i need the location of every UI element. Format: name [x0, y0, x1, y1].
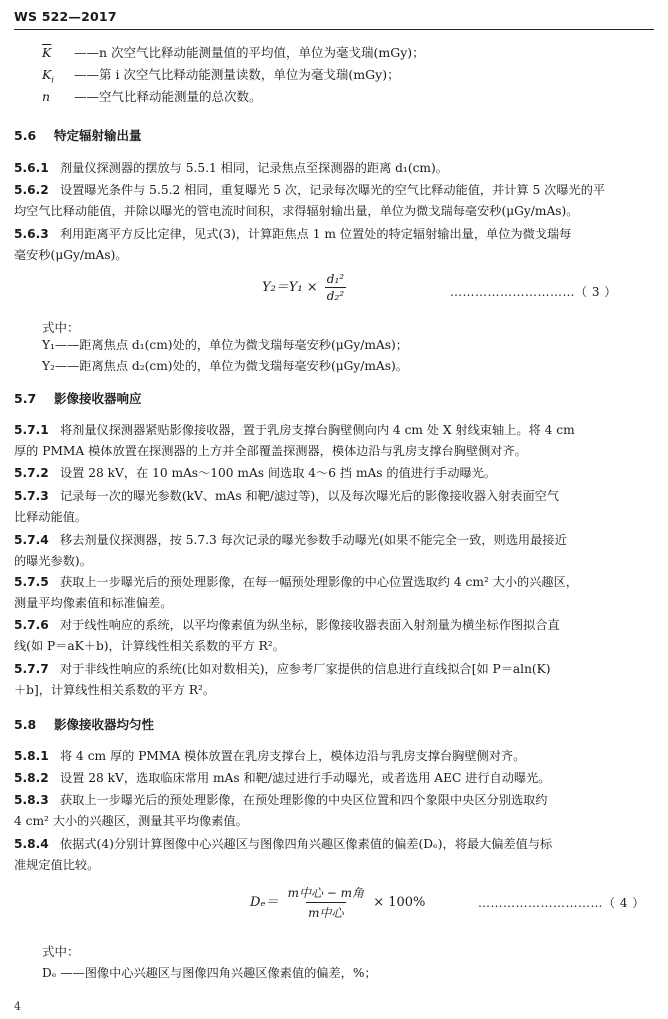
clause-5-6-3: 5.6.3 利用距离平方反比定律，见式(3)，计算距焦点 1 m 位置处的特定辐射输出量，单位为微戈瑞每 毫安秒(μGy/mAs)。: [14, 227, 572, 262]
clause-5-8-3: 5.8.3 获取上一步曝光后的预处理影像，在预处理影像的中央区位置和四个象限中央区分别选取约 4 cm² 大小的兴趣区，测量其平均像素值。: [14, 793, 548, 828]
standard-header: WS 522—2017: [14, 9, 117, 24]
definition-text: ——空气比释动能测量的总次数。: [70, 89, 262, 104]
definition-symbol: $K_i$: [42, 67, 54, 85]
section-heading-5-7: 5.7 影像接收器响应: [14, 391, 142, 406]
clause-5-8-1: 5.8.1 将 4 cm 厚的 PMMA 模体放置在乳房支撑台上，模体边沿与乳房支撑台胸壁侧对齐。: [14, 749, 526, 763]
header-rule: [14, 29, 654, 30]
section-heading-5-6: 5.6 特定辐射输出量: [14, 128, 142, 143]
definition-text: ——第 i 次空气比释动能测量读数，单位为毫戈瑞(mGy)；: [70, 67, 400, 82]
clause-5-8-2: 5.8.2 设置 28 kV，选取临床常用 mAs 和靶/滤过进行手动曝光，或者选用 AEC 进行自动曝光。: [14, 771, 551, 785]
definition-de: Dₑ ——图像中心兴趣区与图像四角兴趣区像素值的偏差，%；: [42, 966, 377, 980]
definition-symbol: n: [42, 89, 51, 104]
clause-5-7-3: 5.7.3 记录每一次的曝光参数(kV、mAs 和靶/滤过等)，以及每次曝光后的影像接收器入射表面空气 比释动能值。: [14, 489, 560, 524]
formula-3-number: …………………………（ 3 ）: [450, 285, 617, 299]
formula-3-fraction: $\frac{\text{d₁²}}{\text{d₂²}}$: [326, 272, 345, 303]
definition-k-i: [42, 66, 400, 90]
where-label: 式中：: [42, 320, 80, 335]
clause-5-6-2: 5.6.2 设置曝光条件与 5.5.2 相同，重复曝光 5 次，记录每次曝光的空气比释动能值，并计算 5 次曝光的平 均空气比释动能值，并除以曝光的管电流时间积，求得辐射输出量，单位为微戈瑞每毫安秒(μGy/mAs)。: [14, 183, 606, 218]
formula-4: Dₑ＝ $\frac{\text{m中心 − m角}}{\text{m中心}}$ × 100%: [250, 886, 426, 920]
formula-3: Y₂＝Y₁ × $\frac{\text{d₁²}}{\text{d₂²}}$: [262, 272, 345, 303]
formula-4-number: …………………………（ 4 ）: [478, 896, 645, 910]
clause-5-6-1: 5.6.1 剂量仪探测器的摆放与 5.5.1 相同，记录焦点至探测器的距离 d₁(cm)。: [14, 161, 448, 175]
section-heading-5-8: 5.8 影像接收器均匀性: [14, 717, 155, 732]
clause-5-7-1: 5.7.1 将剂量仪探测器紧贴影像接收器，置于乳房支撑台胸壁侧向内 4 cm 处 X 射线束轴上。将 4 cm 厚的 PMMA 模体放置在探测器的上方并全部覆盖探测器，模体边沿与乳房支撑台胸壁侧对齐。: [14, 423, 575, 458]
clause-5-7-6: 5.7.6 对于线性响应的系统，以平均像素值为纵坐标，影像接收器表面入射剂量为横坐标作图拟合直 线(如 P＝aK＋b)，计算线性相关系数的平方 R²。: [14, 618, 560, 653]
definition-symbol: $\overline{K}$: [42, 45, 52, 60]
where-label-2: 式中：: [42, 944, 80, 959]
clause-5-7-7: 5.7.7 对于非线性响应的系统(比如对数相关)，应参考厂家提供的信息进行直线拟合[如 P＝aln(K) ＋b]，计算线性相关系数的平方 R²。: [14, 662, 551, 697]
clause-5-7-5: 5.7.5 获取上一步曝光后的预处理影像，在每一幅预处理影像的中心位置选取约 4 cm² 大小的兴趣区， 测量平均像素值和标准偏差。: [14, 575, 578, 610]
clause-5-7-4: 5.7.4 移去剂量仪探测器，按 5.7.3 每次记录的曝光参数手动曝光(如果不能完全一致，则选用最接近 的曝光参数)。: [14, 533, 567, 568]
definition-y2: Y₂——距离焦点 d₂(cm)处的，单位为微戈瑞每毫安秒(μGy/mAs)。: [42, 359, 408, 373]
page-number: 4: [14, 1000, 21, 1013]
formula-4-fraction: $\frac{\text{m中心 − m角}}{\text{m中心}}$: [287, 886, 365, 920]
definition-y1: Y₁——距离焦点 d₁(cm)处的，单位为微戈瑞每毫安秒(μGy/mAs)；: [42, 338, 408, 352]
definition-text: ——n 次空气比释动能测量值的平均值，单位为毫戈瑞(mGy)；: [70, 45, 425, 60]
clause-5-8-4: 5.8.4 依据式(4)分别计算图像中心兴趣区与图像四角兴趣区像素值的偏差(Dₑ)，将最大偏差值与标 准规定值比较。: [14, 837, 553, 872]
clause-5-7-2: 5.7.2 设置 28 kV，在 10 mAs～100 mAs 间选取 4～6 挡 mAs 的值进行手动曝光。: [14, 466, 497, 480]
definition-n: [42, 88, 261, 106]
definition-k-mean: [42, 44, 425, 62]
